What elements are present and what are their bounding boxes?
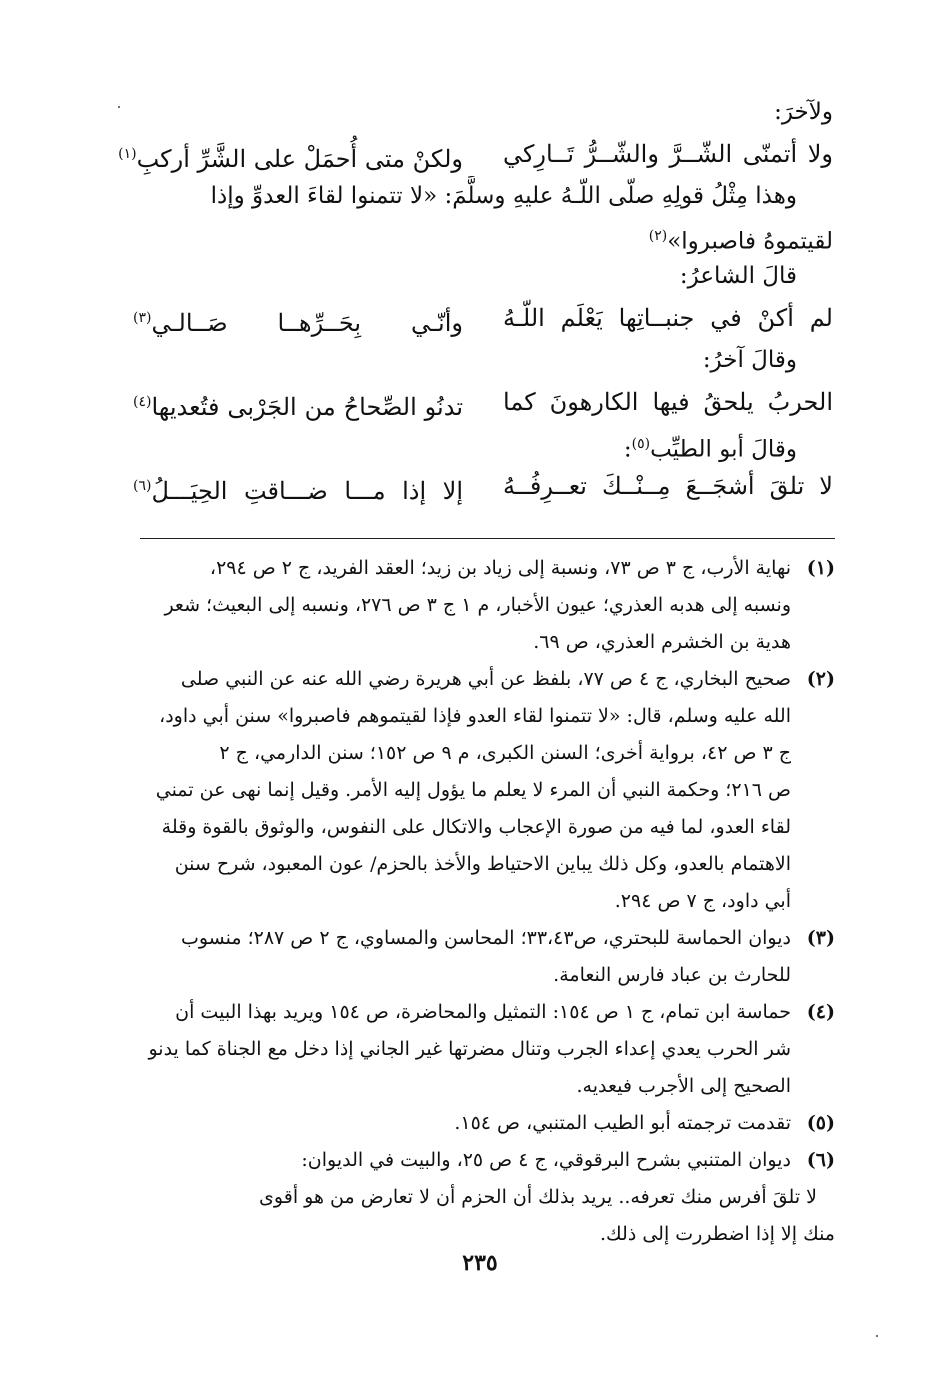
footnote — [135, 1142, 835, 1179]
second-hemistich: ولكنْ متى أُحمَلْ على الشَّرِّ أركبِ$^{(١)}$ — [118, 145, 463, 173]
footnote-text: ديوان المتنبي بشرح البرقوقي، ج ٤ ص ٢٥، والبيت في الديوان: — [301, 1149, 791, 1171]
footnote-text: حماسة ابن تمام، ج ١ ص ١٥٤: التمثيل والمحاضرة، ص ١٥٤ ويريد بهذا البيت أن شر الحرب يعدي إعداء الجرب وتنال مضرتها غير الجاني إذا دخل مع الجناة كما يدنو الصحيح إلى الأجرب فيعديه. — [148, 1001, 791, 1097]
footnote — [135, 550, 835, 661]
prose-line: لقيتموهُ فاصبروا»$^{(٢)}$ — [648, 228, 833, 255]
footnote-number: (١) — [806, 557, 835, 579]
verse-line — [133, 464, 833, 508]
footnote — [135, 920, 835, 994]
verse-line — [133, 380, 833, 424]
footnotes — [135, 550, 835, 1253]
verse-line — [118, 132, 833, 176]
verse-intro: وقالَ أبو الطيِّب$^{(٥)}$: — [623, 436, 797, 463]
footnote-text: صحيح البخاري، ج ٤ ص ٧٧، بلفظ عن أبي هريرة رضي الله عنه عن النبي صلى الله عليه وسلم، قال: «لا تتمنوا لقاء العدو فإذا لقيتموهم فاصبروا» سنن أبي داود، ج ٣ ص ٤٢، برواية أخرى؛ السنن الكبرى، م ٩ ص ١٥٢؛ سنن الدارمي، ج ٢ ص ٢١٦؛ وحكمة النبي أن المرء لا يعلم ما يؤول إليه الأمر. وقيل إنما نهى عن تمني لقاء العدو، لما فيه من صورة الإعجاب والاتكال على النفوس، والوثوق بالقوة وقلة الاهتمام بالعدو، وكل ذلك يباين الاحتياط والأخذ بالحزم/ عون المعبود، شرح سنن أبي داود، ج ٧ ص ٢٩٤. — [155, 668, 791, 912]
scan-speck — [876, 1335, 878, 1337]
footnote-ref: (٢) — [648, 228, 668, 244]
footnote-ref: (١) — [118, 146, 137, 162]
scan-speck — [118, 106, 120, 108]
verse-intro: وقالَ آخرُ: — [702, 347, 797, 373]
verse-intro: قالَ الشاعرُ: — [679, 263, 797, 289]
footnote-number: (٢) — [806, 668, 835, 690]
footnote-number: (٣) — [806, 927, 835, 949]
first-hemistich: لم أكنْ في جنبــاتِها يَعْلَم اللّـهُ — [503, 304, 833, 332]
footnote-ref: (٥) — [631, 436, 651, 452]
first-hemistich: ولا أتمنّى الشّــرَّ والشّــرُّ تَــارِكي — [503, 140, 833, 168]
footnote-text: تقدمت ترجمته أبو الطيب المتنبي، ص ١٥٤. — [454, 1112, 791, 1134]
footnote-continuation: لا تلقَ أفرس منك تعرفه.. يريد بذلك أن الحزم أن لا تعارض من هو أقوى منك إلا إذا اضطررت إلى ذلك. — [259, 1186, 835, 1245]
page-number: ٢٣٥ — [462, 1250, 498, 1276]
verse-line — [133, 296, 833, 340]
footnote — [135, 994, 835, 1105]
footnote-text: ديوان الحماسة للبحتري، ص٣٣،٤٣؛ المحاسن والمساوي، ج ٢ ص ٢٨٧؛ منسوب للحارث بن عباد فارس النعامة. — [180, 927, 791, 986]
footnote-number: (٤) — [806, 1001, 835, 1023]
verse-intro — [133, 92, 833, 132]
footnote-number: (٥) — [806, 1112, 835, 1134]
footnote-ref: (٣) — [133, 310, 152, 326]
first-hemistich: لا تلقَ أشجَــعَ مِــنْــكَ تعــرِفُــهُ — [503, 472, 833, 500]
footnote — [135, 1105, 835, 1142]
first-hemistich: الحربُ يلحقُ فيها الكارهونَ كما — [503, 388, 833, 416]
prose-line: وهذا مِثْلُ قولِهِ صلّى اللّـهُ عليهِ وسلَّمَ: «لا تتمنوا لقاءَ العدوِّ وإذا — [210, 183, 797, 209]
footnote-number: (٦) — [806, 1149, 835, 1171]
second-hemistich: تدنُو الصِّحاحُ من الجَرْبى فتُعديها$^{(٤)}$ — [133, 393, 463, 421]
footnote-ref: (٤) — [133, 394, 152, 410]
second-hemistich: إلا إذا مـــا ضـــاقتِ الحِيَـــلُ$^{(٦)}$ — [133, 477, 463, 505]
second-hemistich: وأنّـي بِحَــرِّهــا صَــالـي$^{(٣)}$ — [133, 309, 463, 337]
footnote-divider — [140, 538, 835, 539]
footnote — [135, 661, 835, 920]
intro-text: ولآخرَ: — [774, 99, 833, 125]
footnote-ref: (٦) — [133, 478, 152, 494]
footnote-text: نهاية الأرب، ج ٣ ص ٧٣، ونسبة إلى زياد بن زيد؛ العقد الفريد، ج ٢ ص ٢٩٤، ونسبه إلى هدبه العذري؛ عيون الأخبار، م ١ ج ٣ ص ٢٧٦، ونسبه إلى البعيث؛ شعر هدية بن الخشرم العذري، ص ٦٩. — [164, 557, 791, 653]
main-text — [118, 92, 833, 508]
